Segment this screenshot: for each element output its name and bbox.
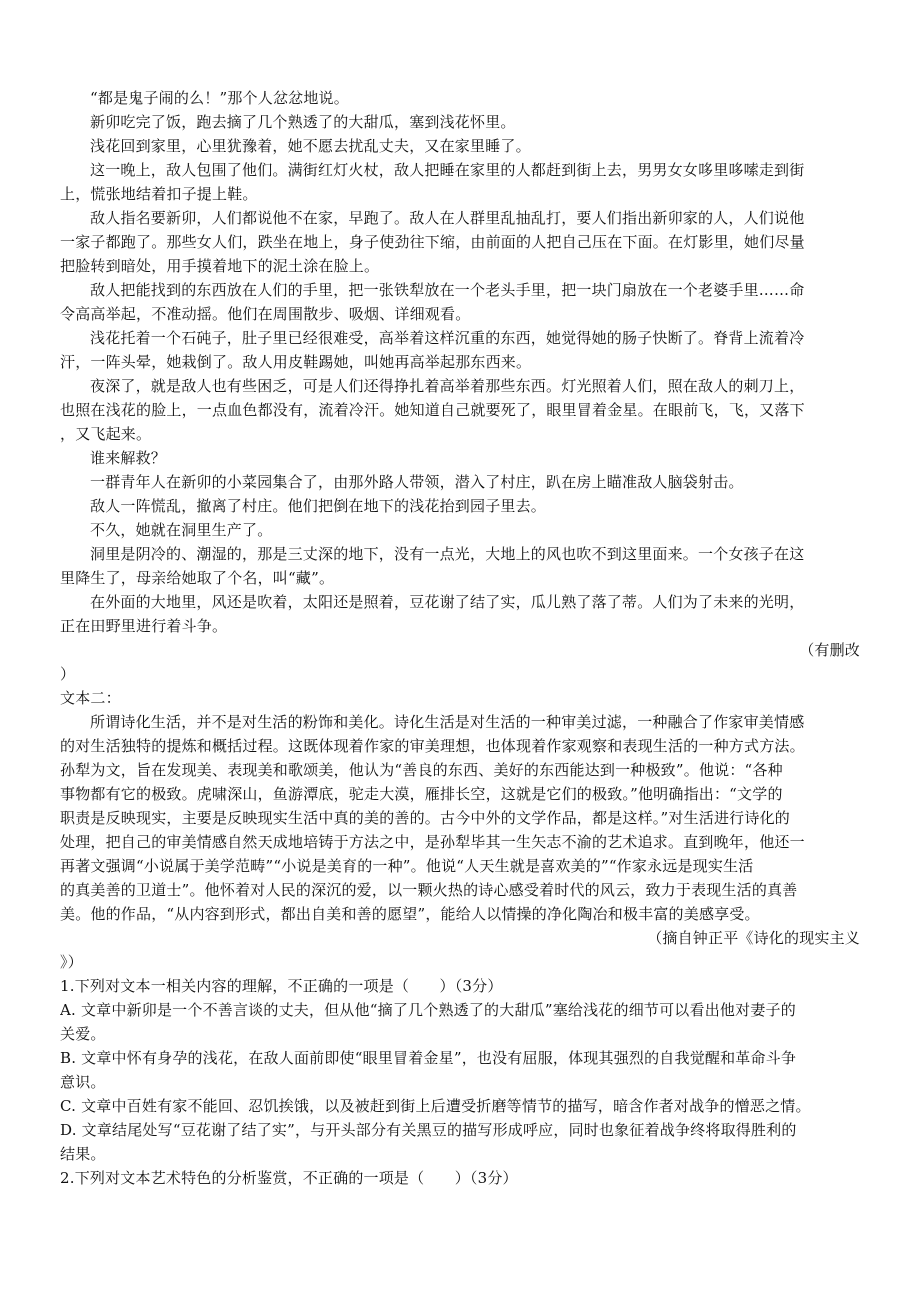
text2-line: 孙犁为文，旨在发现美、表现美和歌颂美，他认为“善良的东西、美好的东西能达到一种极致”。他说：“各种 [60, 761, 783, 779]
text1-line: 浅花回到家里，心里犹豫着，她不愿去扰乱丈夫，又在家里睡了。 [90, 137, 531, 155]
text1-source-note: （有删改 [799, 641, 860, 659]
text1-line: 这一晚上，敌人包围了他们。满街红灯火杖，敌人把睡在家里的人都赶到街上去，男男女女哆里哆嗦走到街 [90, 161, 805, 179]
text1-line: 一家子都跑了。那些女人们，跌坐在地上，身子使劲往下缩，由前面的人把自己压在下面。在灯影里，她们尽量 [60, 233, 805, 251]
text2-line: 再著文强调“小说属于美学范畴”“小说是美育的一种”。他说“人天生就是喜欢美的”“作家永远是现实生活 [60, 857, 754, 875]
text1-line: ，又飞起来。 [60, 425, 152, 443]
text1-line: 上，慌张地结着扣子提上鞋。 [60, 185, 258, 203]
text2-line: 的真美善的卫道士”。他怀着对人民的深沉的爱，以一颗火热的诗心感受着时代的风云，致力于表现生活的真善 [60, 881, 798, 899]
text2-source-note-end: 》） [60, 953, 83, 971]
text1-line: 敌人把能找到的东西放在人们的手里，把一张铁犁放在一个老头手里，把一块门扇放在一个老婆手里……命 [90, 281, 805, 299]
text2-heading: 文本二： [60, 689, 121, 707]
text2-line: 所谓诗化生活，并不是对生活的粉饰和美化。诗化生活是对生活的一种审美过滤，一种融合了作家审美情感 [90, 713, 805, 731]
text2-line: 处理，把自己的审美情感自然天成地培铸于方法之中，是孙犁毕其一生矢志不渝的艺术追求。直到晚年，他还一 [60, 833, 805, 851]
text1-line: 也照在浅花的脸上，一点血色都没有，流着冷汗。她知道自己就要死了，眼里冒着金星。在眼前飞，飞，又落下 [60, 401, 805, 419]
text2-line: 事物都有它的极致。虎啸深山，鱼游潭底，驼走大漠，雁排长空，这就是它们的极致。”他明确指出：“文学的 [60, 785, 783, 803]
text1-line: 敌人指名要新卯，人们都说他不在家，早跑了。敌人在人群里乱抽乱打，要人们指出新卯家的人，人们说他 [90, 209, 805, 227]
text1-line: 不久，她就在洞里生产了。 [90, 521, 273, 539]
text1-line: 把脸转到暗处，用手摸着地下的泥土涂在脸上。 [60, 257, 380, 275]
text1-line: 洞里是阴冷的、潮湿的，那是三丈深的地下，没有一点光，大地上的风也吹不到这里面来。一个女孩子在这 [90, 545, 805, 563]
text1-line: 汗，一阵头晕，她栽倒了。敌人用皮鞋踢她，叫她再高举起那东西来。 [60, 353, 532, 371]
text1-line: 浅花托着一个石砘子，肚子里已经很难受，高举着这样沉重的东西，她觉得她的肠子快断了。脊背上流着冷 [90, 329, 805, 347]
text1-line: 里降生了，母亲给她取了个名，叫“藏”。 [60, 569, 335, 587]
text1-line: 夜深了，就是敌人也有些困乏，可是人们还得挣扎着高举着那些东西。灯光照着人们，照在敌人的刺刀上， [90, 377, 805, 395]
text1-line: 敌人一阵慌乱，撤离了村庄。他们把倒在地下的浅花抬到园子里去。 [90, 497, 547, 515]
text1-line: 正在田野里进行着斗争。 [60, 617, 228, 635]
question-1-option-b-cont: 意识。 [60, 1073, 106, 1091]
text1-line: 在外面的大地里，风还是吹着，太阳还是照着，豆花谢了结了实，瓜儿熟了落了蒂。人们为了未来的光明， [90, 593, 805, 611]
text1-source-note-end: ） [60, 665, 76, 683]
question-1-option-d-cont: 结果。 [60, 1145, 106, 1163]
question-2-stem: 2.下列对文本艺术特色的分析鉴赏，不正确的一项是（ ）（3分） [60, 1169, 518, 1187]
question-1-stem: 1.下列对文本一相关内容的理解，不正确的一项是（ ）（3分） [60, 977, 503, 995]
text1-line: “都是鬼子闹的么！”那个人忿忿地说。 [90, 89, 349, 107]
text2-line: 美。他的作品，“从内容到形式，都出自美和善的愿望”，能给人以情操的净化陶冶和极丰富的美感享受。 [60, 905, 760, 923]
question-1-option-b: B. 文章中怀有身孕的浅花，在敌人面前即使“眼里冒着金星”，也没有屈服，体现其强烈的自我觉醒和革命斗争 [60, 1049, 797, 1067]
question-1-option-c: C. 文章中百姓有家不能回、忍饥挨饿，以及被赶到街上后遭受折磨等情节的描写，暗含作者对战争的憎恶之情。 [60, 1097, 811, 1115]
question-1-option-d: D. 文章结尾处写“豆花谢了结了实”，与开头部分有关黑豆的描写形成呼应，同时也象征着战争终将取得胜利的 [60, 1121, 797, 1139]
question-1-option-a: A. 文章中新卯是一个不善言谈的丈夫，但从他“摘了几个熟透了的大甜瓜”塞给浅花的细节可以看出他对妻子的 [60, 1001, 796, 1019]
text1-line: 令高高举起，不准动摇。他们在周围散步、吸烟、详细观看。 [60, 305, 471, 323]
text2-line: 的对生活独特的提炼和概括过程。这既体现着作家的审美理想，也体现着作家观察和表现生活的一种方式方法。 [60, 737, 805, 755]
question-1-option-a-cont: 关爱。 [60, 1025, 106, 1043]
text1-line: 新卯吃完了饭，跑去摘了几个熟透了的大甜瓜，塞到浅花怀里。 [90, 113, 516, 131]
text1-line: 一群青年人在新卯的小菜园集合了，由那外路人带领，潜入了村庄，趴在房上瞄准敌人脑袋射击。 [90, 473, 744, 491]
text2-line: 职责是反映现实，主要是反映现实生活中真的美的善的。古今中外的文学作品，都是这样。”对生活进行诗化的 [60, 809, 790, 827]
text2-source-note: （摘自钟正平《诗化的现实主义 [647, 929, 860, 947]
text1-line: 谁来解救？ [90, 449, 167, 467]
